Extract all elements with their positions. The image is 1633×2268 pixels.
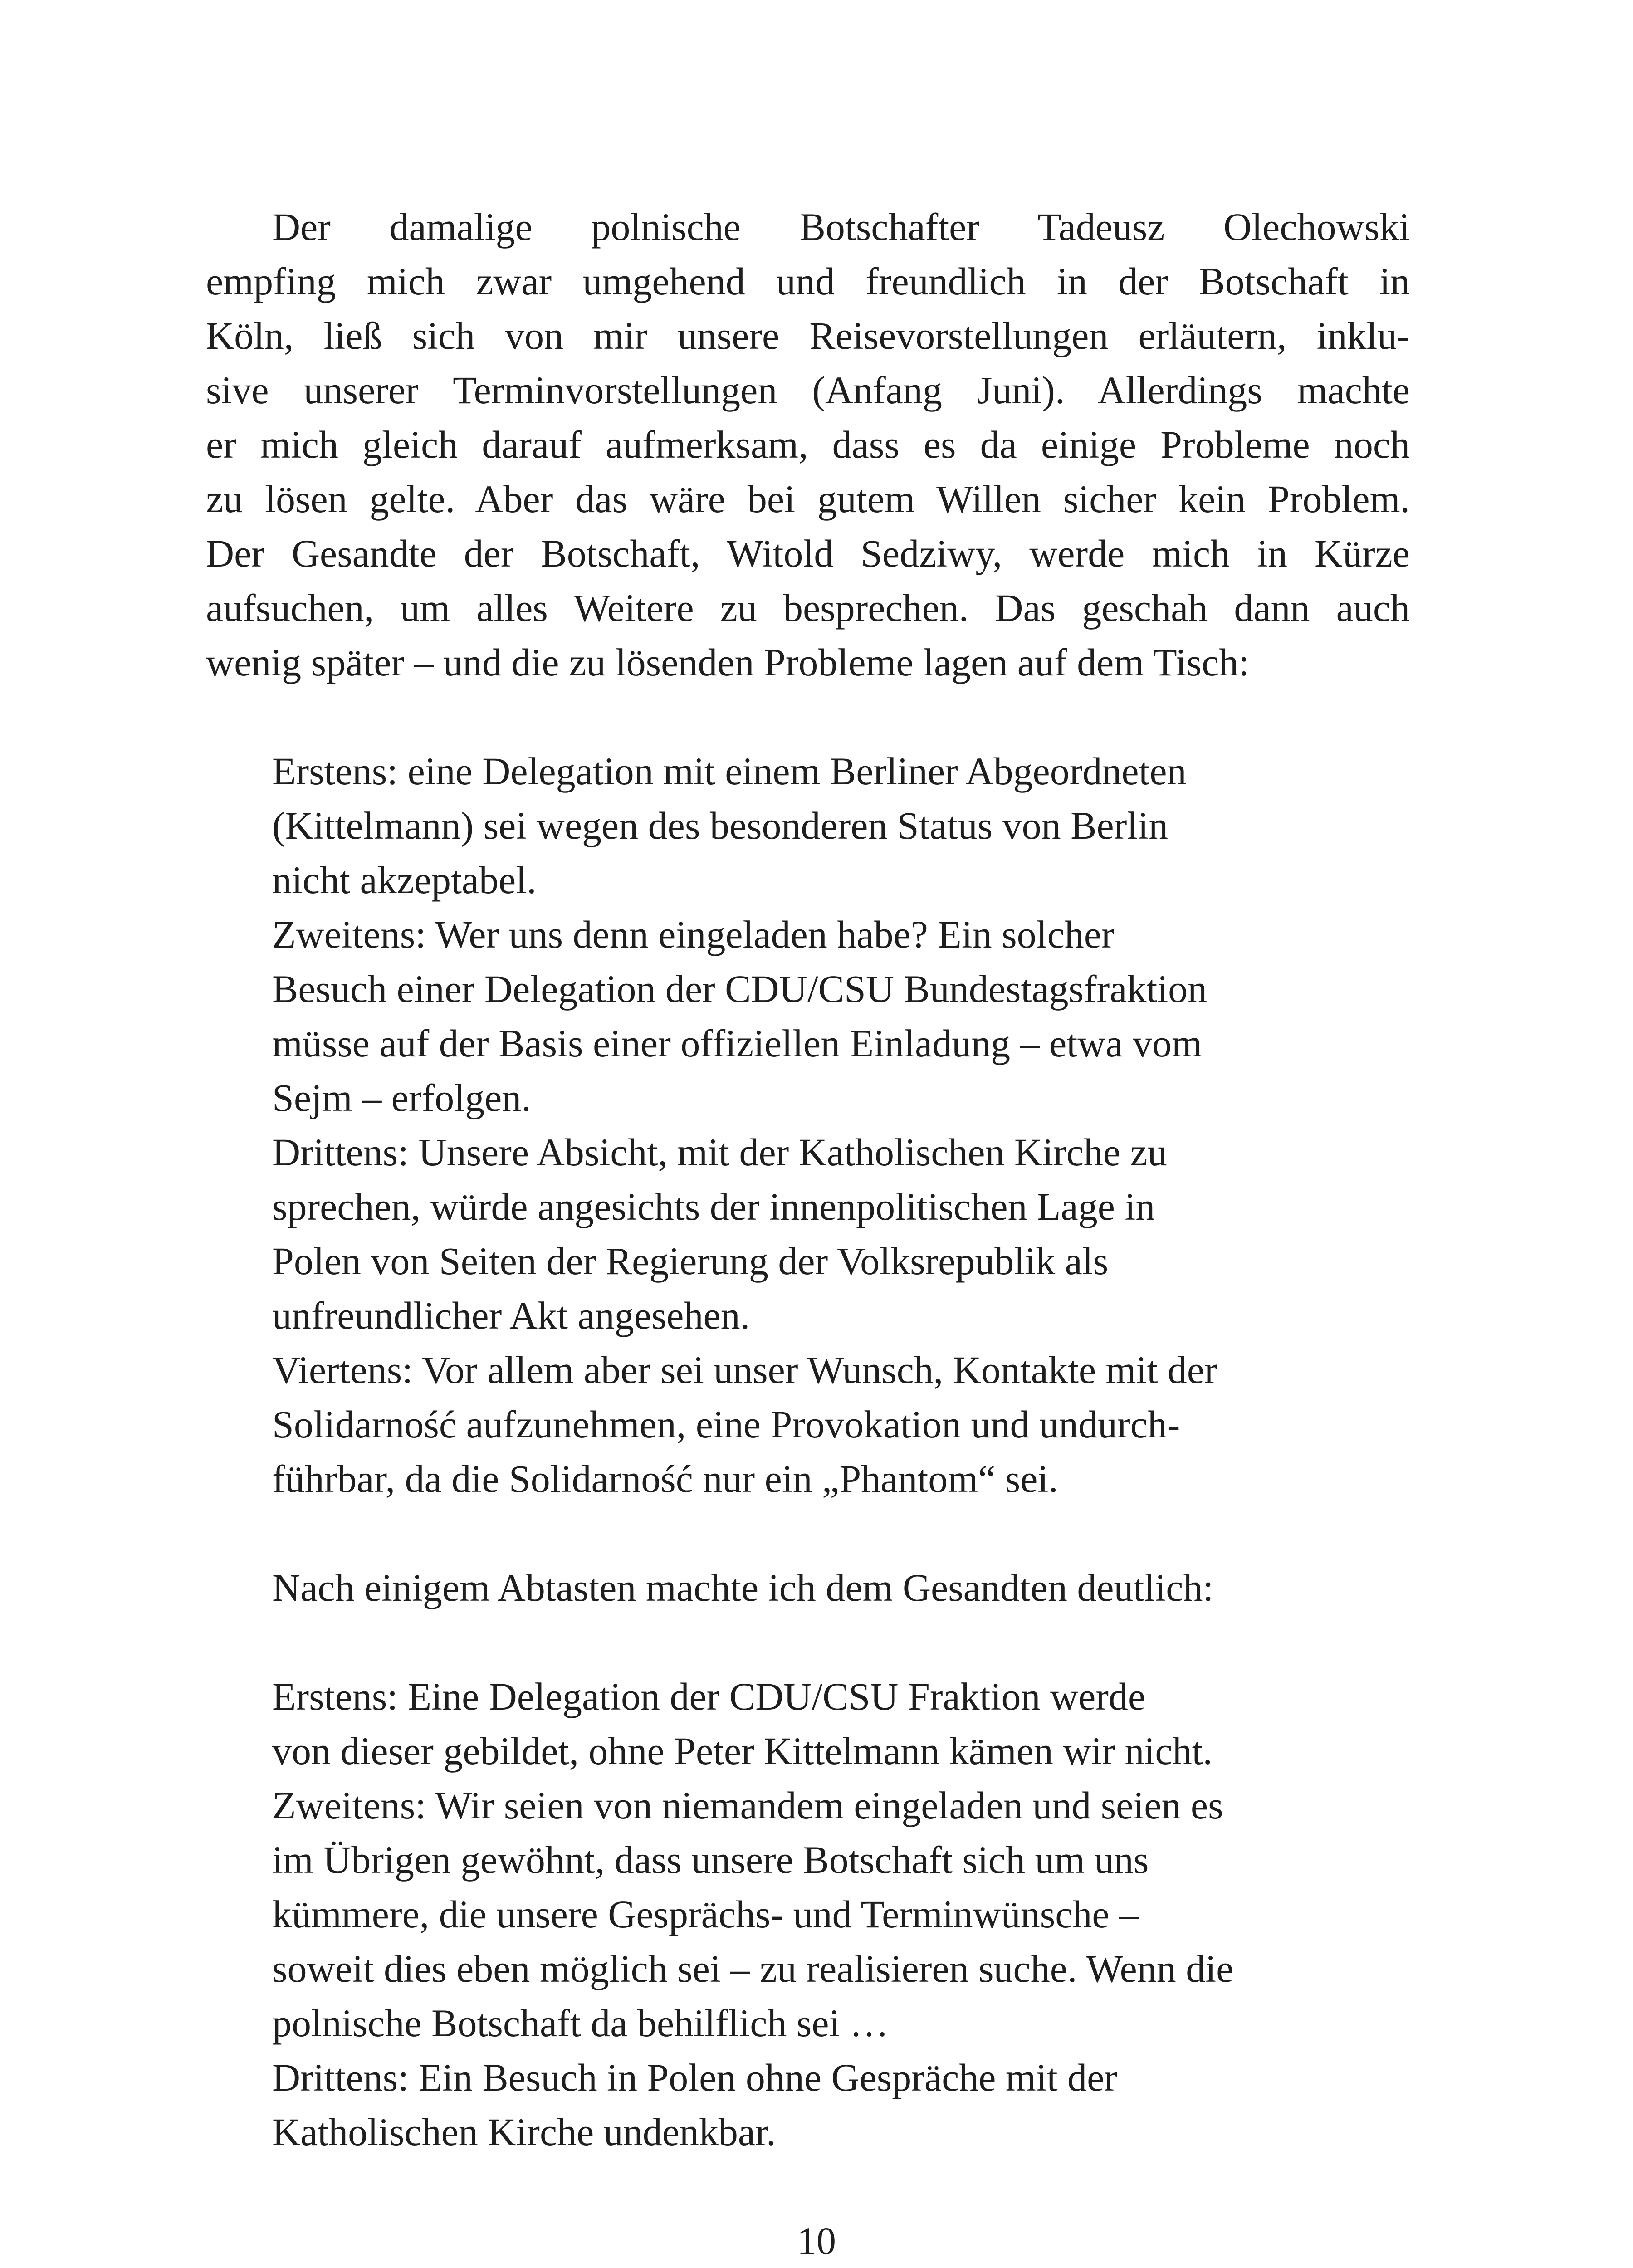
- indented-line: kümmere, die unsere Gesprächs- und Terminwünsche –: [272, 1892, 1139, 1936]
- indented-line: von dieser gebildet, ohne Peter Kittelmann kämen wir nicht.: [272, 1729, 1213, 1773]
- indented-line: Besuch einer Delegation der CDU/CSU Bundestagsfraktion: [272, 967, 1208, 1011]
- indented-line: nicht akzeptabel.: [272, 858, 537, 902]
- paragraph-line: sive unserer Terminvorstellungen (Anfang Juni). Allerdings machte: [206, 368, 1410, 412]
- indented-line: müsse auf der Basis einer offiziellen Einladung – etwa vom: [272, 1022, 1202, 1065]
- indented-line: führbar, da die Solidarność nur ein „Phantom“ sei.: [272, 1457, 1058, 1501]
- paragraph-line: Köln, ließ sich von mir unsere Reisevorstellungen erläutern, inklu-: [206, 314, 1410, 357]
- indented-line: Zweitens: Wir seien von niemandem eingeladen und seien es: [272, 1784, 1223, 1827]
- indented-line: soweit dies eben möglich sei – zu realisieren suche. Wenn die: [272, 1947, 1234, 1990]
- indented-line: Polen von Seiten der Regierung der Volksrepublik als: [272, 1239, 1109, 1283]
- page-number: 10: [797, 2219, 836, 2263]
- paragraph-line: zu lösen gelte. Aber das wäre bei gutem Willen sicher kein Problem.: [206, 477, 1410, 521]
- paragraph-line: aufsuchen, um alles Weitere zu besprechen. Das geschah dann auch: [206, 586, 1410, 630]
- indented-line: im Übrigen gewöhnt, dass unsere Botschaft sich um uns: [272, 1838, 1149, 1882]
- indented-line: unfreundlicher Akt angesehen.: [272, 1294, 750, 1337]
- indented-line: Drittens: Ein Besuch in Polen ohne Gespräche mit der: [272, 2056, 1117, 2099]
- paragraph-line: Der damalige polnische Botschafter Tadeusz Olechowski: [272, 205, 1410, 249]
- paragraph-line: wenig später – und die zu lösenden Probleme lagen auf dem Tisch:: [206, 640, 1250, 684]
- paragraph-line: Der Gesandte der Botschaft, Witold Sedziwy, werde mich in Kürze: [206, 532, 1410, 575]
- indented-line: Sejm – erfolgen.: [272, 1076, 531, 1119]
- paragraph-line: empfing mich zwar umgehend und freundlich in der Botschaft in: [206, 259, 1410, 303]
- indented-line: polnische Botschaft da behilflich sei …: [272, 2001, 889, 2045]
- indented-line: Zweitens: Wer uns denn eingeladen habe? Ein solcher: [272, 913, 1115, 956]
- indented-line: Viertens: Vor allem aber sei unser Wunsch, Kontakte mit der: [272, 1348, 1217, 1392]
- indented-line: Solidarność aufzunehmen, eine Provokation und undurch-: [272, 1403, 1180, 1446]
- indented-line: (Kittelmann) sei wegen des besonderen Status von Berlin: [272, 804, 1169, 847]
- indented-line: sprechen, würde angesichts der innenpolitischen Lage in: [272, 1185, 1155, 1228]
- transition-line: Nach einigem Abtasten machte ich dem Gesandten deutlich:: [272, 1566, 1214, 1609]
- indented-line: Drittens: Unsere Absicht, mit der Katholischen Kirche zu: [272, 1130, 1167, 1174]
- paragraph-line: er mich gleich darauf aufmerksam, dass es da einige Probleme noch: [206, 423, 1410, 466]
- indented-line: Erstens: eine Delegation mit einem Berliner Abgeordneten: [272, 749, 1187, 793]
- indented-line: Katholischen Kirche undenkbar.: [272, 2110, 776, 2154]
- indented-line: Erstens: Eine Delegation der CDU/CSU Fraktion werde: [272, 1675, 1146, 1718]
